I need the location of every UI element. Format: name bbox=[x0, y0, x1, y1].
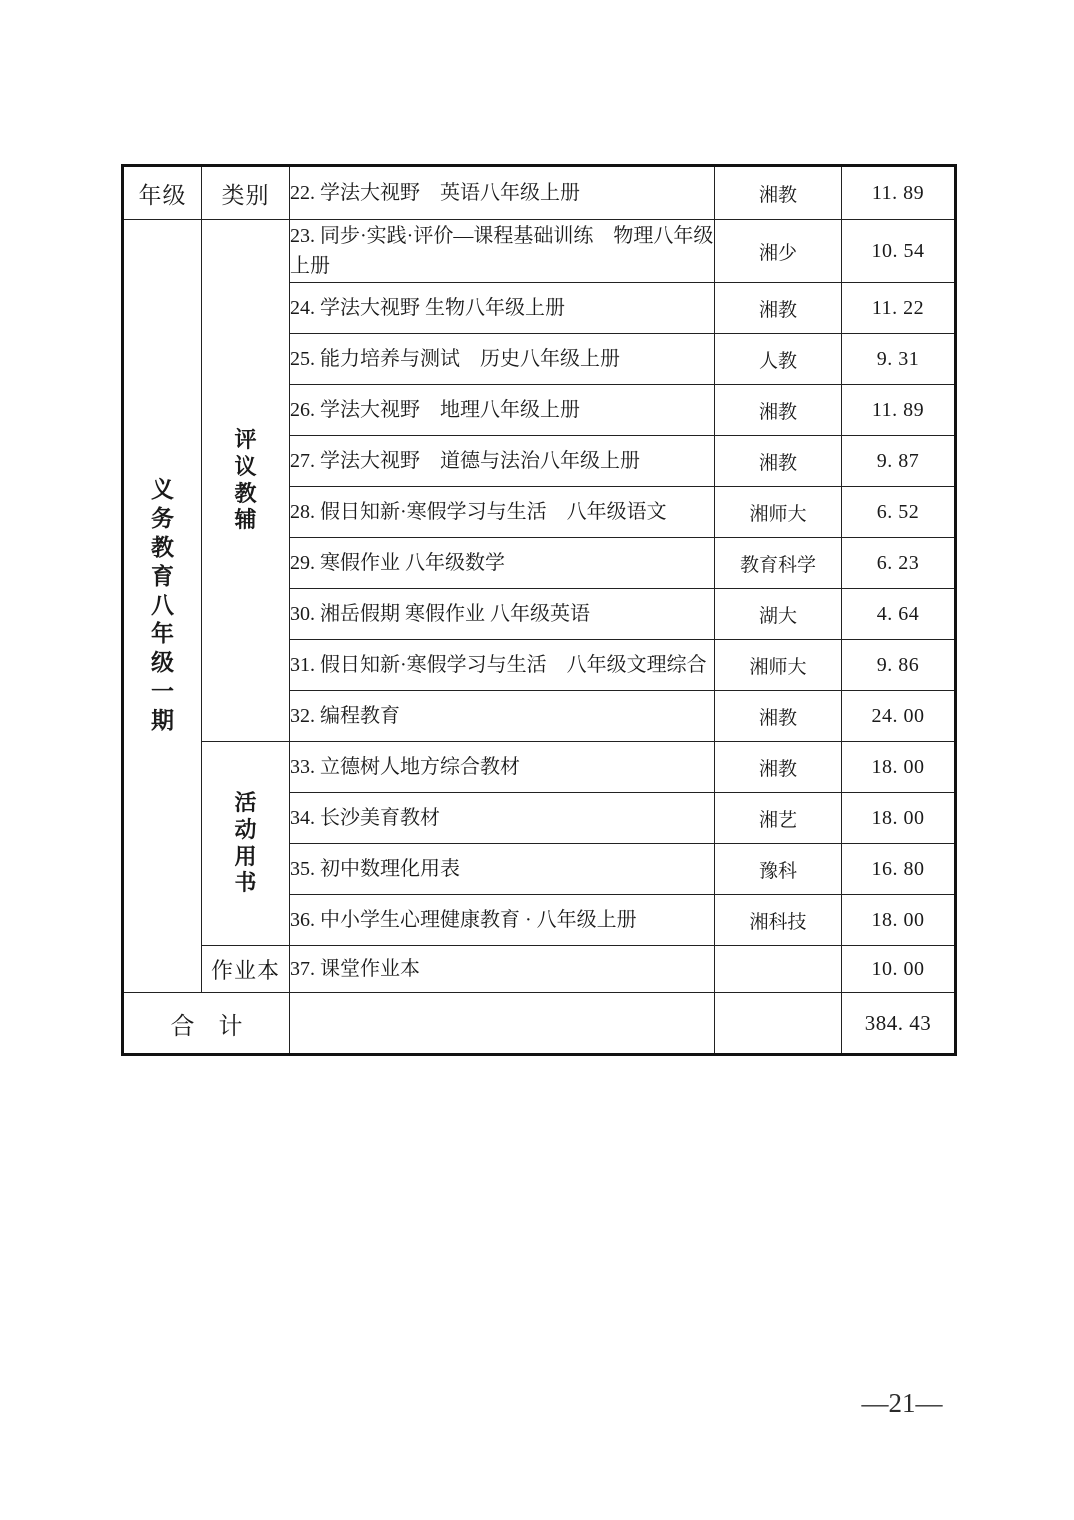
total-empty-title-cell bbox=[290, 993, 715, 1055]
page-number: —21— bbox=[861, 1388, 943, 1418]
book-title-cell: 23. 同步·实践·评价—课程基础训练 物理八年级上册 bbox=[290, 220, 715, 283]
book-title-cell: 36. 中小学生心理健康教育 · 八年级上册 bbox=[290, 895, 715, 946]
book-title-cell: 29. 寒假作业 八年级数学 bbox=[290, 538, 715, 589]
category-activity-label: 活动用书 bbox=[234, 789, 257, 896]
book-title-cell: 25. 能力培养与测试 历史八年级上册 bbox=[290, 334, 715, 385]
book-title-cell: 37. 课堂作业本 bbox=[290, 946, 715, 993]
price-cell: 18. 00 bbox=[842, 742, 956, 793]
category-review-label: 评议教辅 bbox=[234, 426, 257, 533]
price-cell: 6. 23 bbox=[842, 538, 956, 589]
header-category-cell: 类别 bbox=[202, 166, 290, 220]
price-cell: 11. 22 bbox=[842, 283, 956, 334]
publisher-cell: 湘师大 bbox=[715, 640, 842, 691]
book-title-cell: 31. 假日知新·寒假学习与生活 八年级文理综合 bbox=[290, 640, 715, 691]
total-row bbox=[123, 993, 956, 1055]
total-value-cell: 384. 43 bbox=[842, 993, 956, 1055]
price-cell: 10. 00 bbox=[842, 946, 956, 993]
publisher-cell: 湘教 bbox=[715, 691, 842, 742]
publisher-cell: 人教 bbox=[715, 334, 842, 385]
publisher-cell: 湘教 bbox=[715, 742, 842, 793]
category-workbook-cell: 作业本 bbox=[202, 946, 290, 993]
price-cell: 10. 54 bbox=[842, 220, 956, 283]
grade-group-cell bbox=[123, 220, 202, 993]
price-cell: 6. 52 bbox=[842, 487, 956, 538]
book-title-cell: 33. 立德树人地方综合教材 bbox=[290, 742, 715, 793]
publisher-cell: 湖大 bbox=[715, 589, 842, 640]
category-activity-cell bbox=[202, 742, 290, 946]
total-label-cell: 合 计 bbox=[123, 993, 290, 1055]
table-row bbox=[123, 220, 956, 283]
table-row bbox=[123, 946, 956, 993]
publisher-cell: 湘教 bbox=[715, 283, 842, 334]
book-title-cell: 26. 学法大视野 地理八年级上册 bbox=[290, 385, 715, 436]
price-cell: 16. 80 bbox=[842, 844, 956, 895]
price-cell: 4. 64 bbox=[842, 589, 956, 640]
publisher-cell: 教育科学 bbox=[715, 538, 842, 589]
book-title-cell: 24. 学法大视野 生物八年级上册 bbox=[290, 283, 715, 334]
book-price-table bbox=[121, 164, 957, 1056]
price-cell: 9. 31 bbox=[842, 334, 956, 385]
price-cell: 11. 89 bbox=[842, 385, 956, 436]
publisher-cell bbox=[715, 946, 842, 993]
grade-group-label: 义务教育八年级一期 bbox=[151, 476, 174, 734]
price-cell: 24. 00 bbox=[842, 691, 956, 742]
price-cell: 9. 87 bbox=[842, 436, 956, 487]
book-title-cell: 32. 编程教育 bbox=[290, 691, 715, 742]
publisher-cell: 湘科技 bbox=[715, 895, 842, 946]
publisher-cell: 湘少 bbox=[715, 220, 842, 283]
book-title-cell: 34. 长沙美育教材 bbox=[290, 793, 715, 844]
price-cell: 18. 00 bbox=[842, 793, 956, 844]
table-row bbox=[123, 742, 956, 793]
table-row bbox=[123, 166, 956, 220]
publisher-cell: 湘教 bbox=[715, 385, 842, 436]
publisher-cell: 湘师大 bbox=[715, 487, 842, 538]
publisher-cell: 湘教 bbox=[715, 166, 842, 220]
category-review-cell bbox=[202, 220, 290, 742]
book-title-cell: 35. 初中数理化用表 bbox=[290, 844, 715, 895]
price-cell: 18. 00 bbox=[842, 895, 956, 946]
price-cell: 9. 86 bbox=[842, 640, 956, 691]
book-title-cell: 30. 湘岳假期 寒假作业 八年级英语 bbox=[290, 589, 715, 640]
book-title-cell: 22. 学法大视野 英语八年级上册 bbox=[290, 166, 715, 220]
book-title-cell: 28. 假日知新·寒假学习与生活 八年级语文 bbox=[290, 487, 715, 538]
publisher-cell: 湘艺 bbox=[715, 793, 842, 844]
publisher-cell: 豫科 bbox=[715, 844, 842, 895]
price-cell: 11. 89 bbox=[842, 166, 956, 220]
publisher-cell: 湘教 bbox=[715, 436, 842, 487]
header-grade-cell: 年级 bbox=[123, 166, 202, 220]
total-empty-publisher-cell bbox=[715, 993, 842, 1055]
book-title-cell: 27. 学法大视野 道德与法治八年级上册 bbox=[290, 436, 715, 487]
